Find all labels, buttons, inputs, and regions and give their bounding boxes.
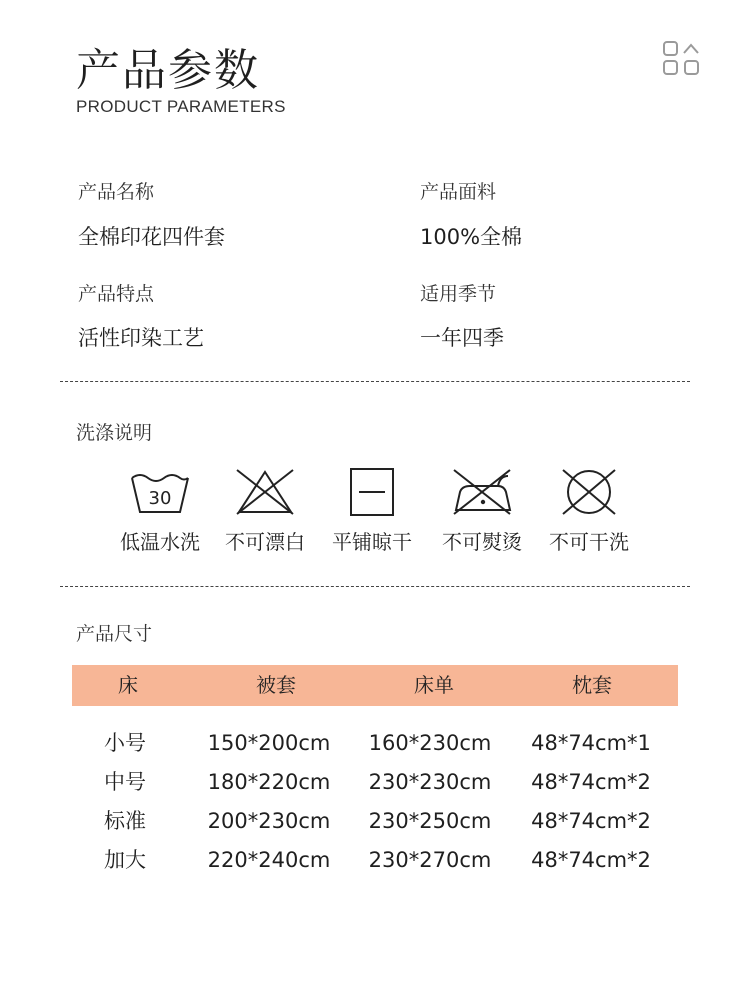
table-cell: 230*250cm xyxy=(368,809,492,833)
table-cell: 48*74cm*1 xyxy=(531,731,651,755)
table-cell: 标准 xyxy=(104,809,146,833)
table-row xyxy=(0,802,750,841)
table-row xyxy=(0,724,750,763)
table-cell: 48*74cm*2 xyxy=(531,770,651,794)
grid-icon[interactable] xyxy=(662,40,700,76)
table-cell: 230*270cm xyxy=(368,848,492,872)
washing-title: 洗涤说明 xyxy=(76,422,153,444)
care-item-bleach xyxy=(219,466,311,555)
param-value-feature: 活性印染工艺 xyxy=(78,326,204,350)
care-label-dryclean: 不可干洗 xyxy=(549,530,629,554)
table-cell: 150*200cm xyxy=(207,731,331,755)
table-cell: 中号 xyxy=(104,770,146,794)
table-cell: 230*230cm xyxy=(368,770,492,794)
wash-temperature: 30 xyxy=(148,488,172,509)
table-cell: 48*74cm*2 xyxy=(531,848,651,872)
care-label-bleach: 不可漂白 xyxy=(225,530,305,554)
care-label-dry: 平铺晾干 xyxy=(332,530,412,554)
size-title: 产品尺寸 xyxy=(76,623,153,645)
table-row xyxy=(0,763,750,802)
table-cell: 小号 xyxy=(104,731,146,755)
table-cell: 48*74cm*2 xyxy=(531,809,651,833)
table-cell: 加大 xyxy=(104,848,146,872)
care-label-wash: 低温水洗 xyxy=(120,530,200,554)
table-cell: 160*230cm xyxy=(368,731,492,755)
no-dry-clean-icon xyxy=(557,466,621,518)
param-label-season: 适用季节 xyxy=(420,283,497,305)
table-cell: 200*230cm xyxy=(207,809,331,833)
page-subtitle: PRODUCT PARAMETERS xyxy=(76,97,286,116)
param-label-name: 产品名称 xyxy=(78,181,155,203)
column-header: 枕套 xyxy=(572,673,612,697)
param-value-season: 一年四季 xyxy=(420,326,504,350)
divider xyxy=(60,381,690,382)
param-value-fabric: 100%全棉 xyxy=(420,225,523,249)
care-item-dry xyxy=(326,466,418,555)
divider xyxy=(60,586,690,587)
column-header: 床单 xyxy=(414,673,454,697)
table-cell: 220*240cm xyxy=(207,848,331,872)
column-header: 被套 xyxy=(256,673,296,697)
care-label-iron: 不可熨烫 xyxy=(442,530,522,554)
wash-30-icon xyxy=(128,466,192,518)
table-cell: 180*220cm xyxy=(207,770,331,794)
param-label-fabric: 产品面料 xyxy=(420,181,497,203)
param-value-name: 全棉印花四件套 xyxy=(78,225,225,249)
no-bleach-icon xyxy=(233,466,297,518)
no-iron-icon xyxy=(450,466,514,518)
dry-flat-icon xyxy=(340,466,404,518)
care-item-wash xyxy=(114,466,206,555)
column-header: 床 xyxy=(118,673,138,697)
param-label-feature: 产品特点 xyxy=(78,283,155,305)
care-item-dryclean xyxy=(543,466,635,555)
care-item-iron xyxy=(436,466,528,555)
page-title: 产品参数 xyxy=(76,45,260,96)
size-table-header xyxy=(72,665,678,706)
table-row xyxy=(0,841,750,880)
